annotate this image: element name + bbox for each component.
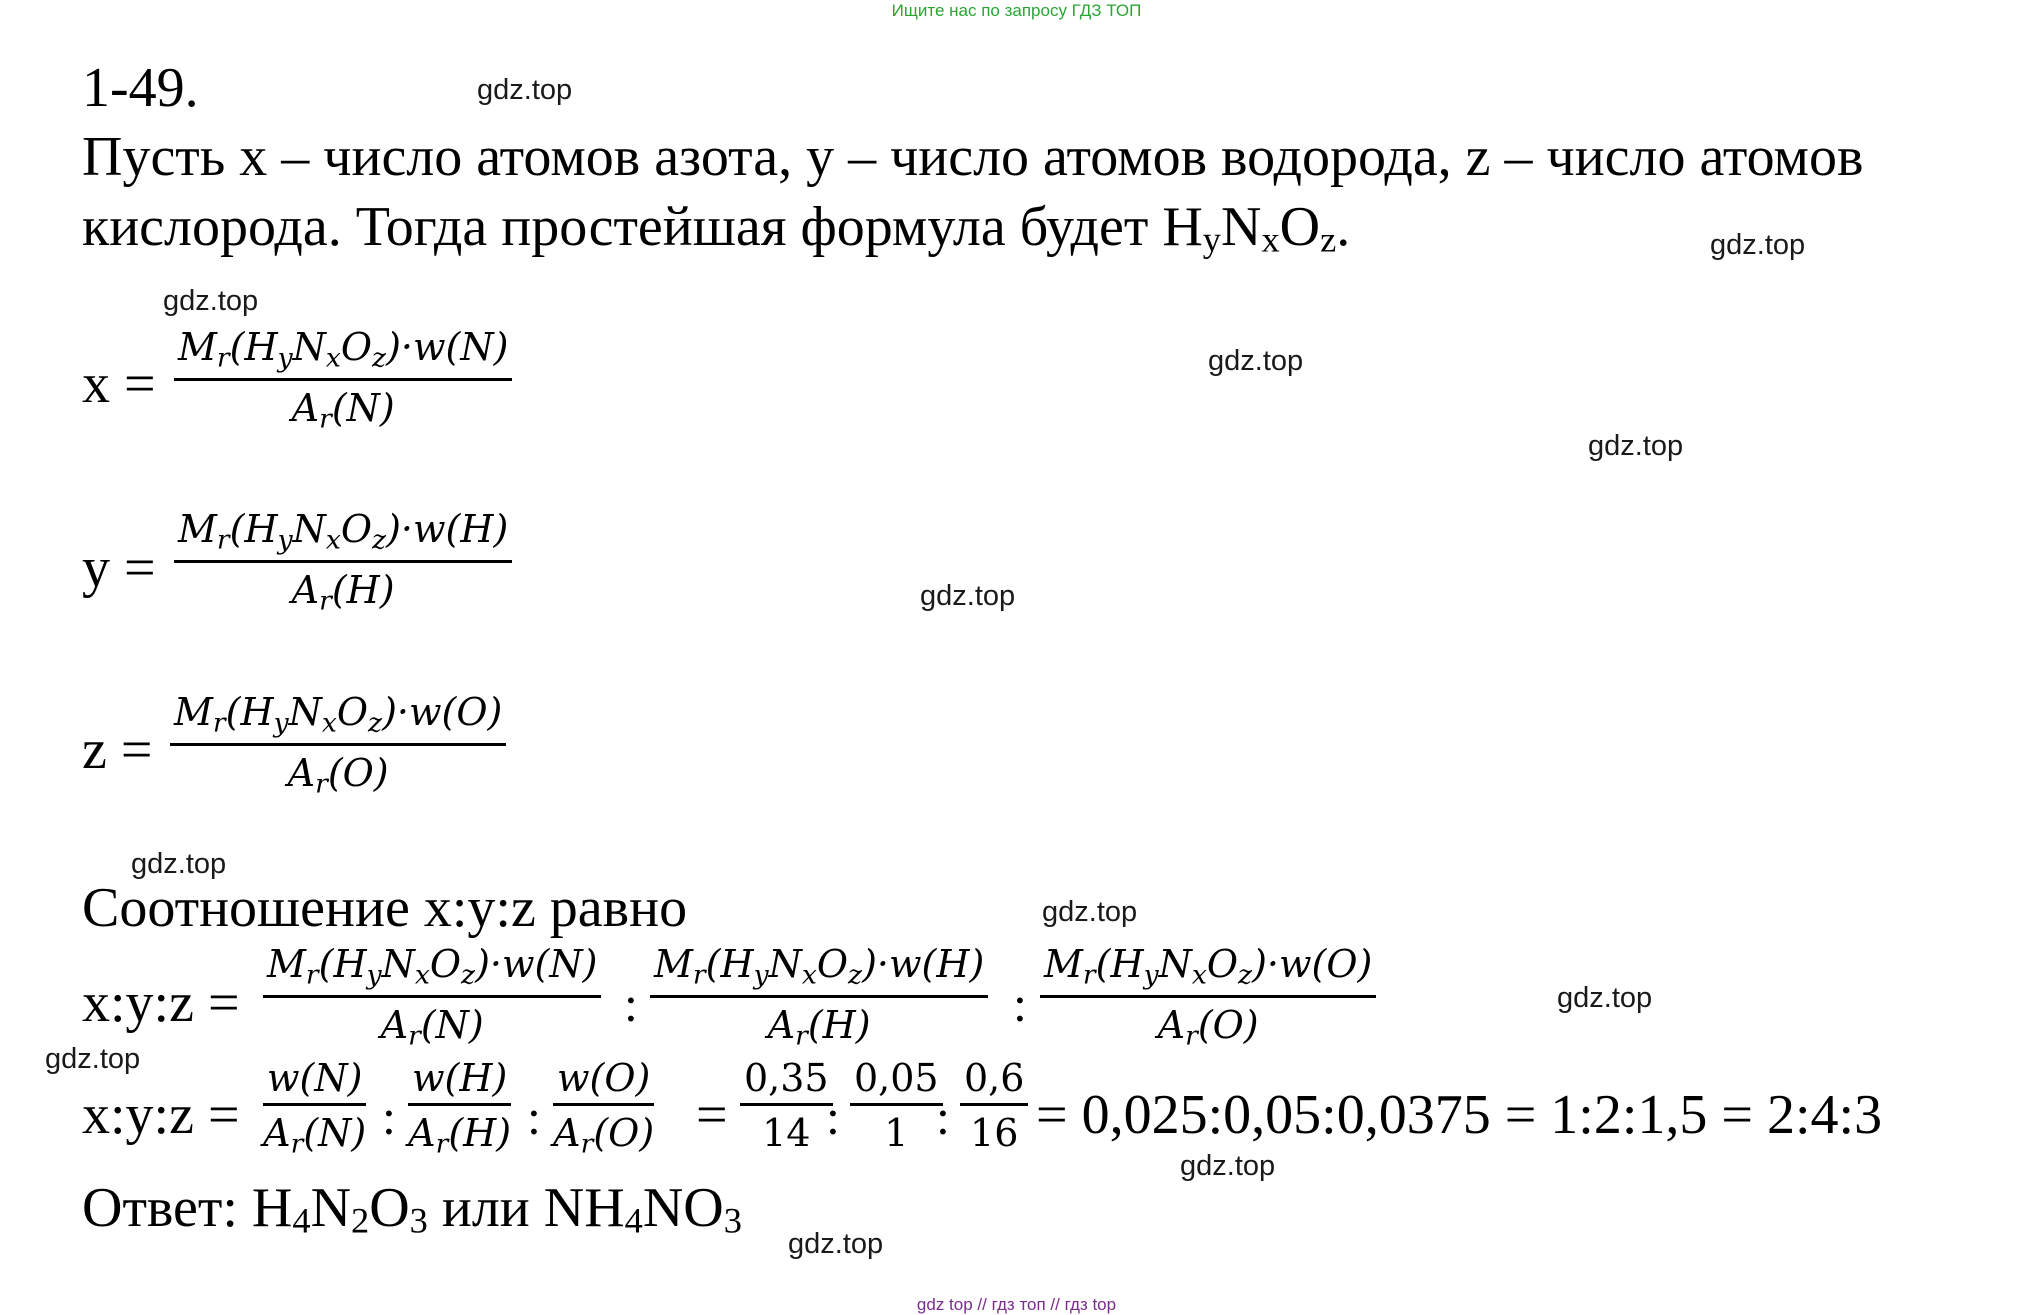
fraction-denominator: 1 xyxy=(884,1111,909,1155)
mass-fraction-n xyxy=(263,1056,367,1160)
mass-fraction-o xyxy=(553,1056,655,1160)
fraction-denominator: Ar(O) xyxy=(553,1111,655,1160)
watermark: gdz.top xyxy=(1208,345,1304,377)
ratio-label: x:y:z = xyxy=(82,972,240,1034)
fraction-y xyxy=(174,507,512,617)
ratio-fraction-n xyxy=(263,942,601,1052)
fraction-numerator: Mr(HyNxOz)·w(N) xyxy=(263,945,601,998)
intro-line-1: Пусть x – число атомов азота, y – число атомов водорода, z – число атомов xyxy=(82,126,1864,188)
search-hint: Ищите нас по запросу ГДЗ ТОП xyxy=(891,1,1142,20)
fraction-x xyxy=(174,325,512,435)
fraction-z xyxy=(170,690,506,800)
fraction-denominator: Ar(N) xyxy=(291,386,395,435)
colon: : xyxy=(1013,976,1027,1032)
equals-sign: = xyxy=(696,1084,728,1146)
fraction-denominator: Ar(H) xyxy=(408,1111,512,1160)
fraction-numerator: Mr(HyNxOz)·w(O) xyxy=(1040,945,1376,998)
footer-links[interactable]: gdz top // гдз топ // гдз top xyxy=(916,1295,1117,1314)
fraction-denominator: Ar(O) xyxy=(1157,1003,1259,1052)
ratio-label: x:y:z = xyxy=(82,1084,240,1146)
equation-x-label: x = xyxy=(82,353,156,415)
equation-z-label: z = xyxy=(82,719,153,781)
equation-y-label: y = xyxy=(82,537,156,599)
colon: : xyxy=(826,1089,840,1145)
colon: : xyxy=(624,976,638,1032)
fraction-denominator: Ar(O) xyxy=(287,751,389,800)
problem-number: 1-49. xyxy=(82,57,199,119)
ratio-fraction-h xyxy=(650,942,988,1052)
fraction-numerator: 0,35 xyxy=(740,1059,833,1106)
watermark: gdz.top xyxy=(1588,430,1684,462)
colon: : xyxy=(382,1089,396,1145)
colon: : xyxy=(527,1089,541,1145)
fraction-numerator: 0,6 xyxy=(960,1059,1028,1106)
fraction-numerator: w(N) xyxy=(263,1059,366,1106)
fraction-denominator: Ar(N) xyxy=(380,1003,484,1052)
watermark: gdz.top xyxy=(1710,229,1806,261)
intro-line-2: кислорода. Тогда простейшая формула будет $H_yN_xO_z$. xyxy=(82,196,1351,260)
ratio-title: Соотношение x:y:z равно xyxy=(82,877,688,939)
colon: : xyxy=(936,1089,950,1145)
value-fraction-n xyxy=(740,1056,833,1155)
watermark: gdz.top xyxy=(477,74,573,106)
watermark: gdz.top xyxy=(1042,896,1138,928)
result-ratio: = 0,025:0,05:0,0375 = 1:2:1,5 = 2:4:3 xyxy=(1036,1084,1883,1146)
fraction-numerator: Mr(HyNxOz)·w(H) xyxy=(650,945,988,998)
fraction-denominator: 14 xyxy=(762,1111,811,1155)
fraction-numerator: Mr(HyNxOz)·w(O) xyxy=(170,693,506,746)
fraction-numerator: Mr(HyNxOz)·w(H) xyxy=(174,510,512,563)
fraction-denominator: 16 xyxy=(970,1111,1019,1155)
watermark: gdz.top xyxy=(131,848,227,880)
watermark: gdz.top xyxy=(920,580,1016,612)
fraction-numerator: w(O) xyxy=(553,1059,654,1106)
fraction-numerator: 0,05 xyxy=(850,1059,943,1106)
fraction-denominator: Ar(H) xyxy=(291,568,395,617)
fraction-numerator: w(H) xyxy=(408,1059,511,1106)
watermark: gdz.top xyxy=(1180,1150,1276,1182)
value-fraction-o xyxy=(960,1056,1028,1155)
watermark: gdz.top xyxy=(788,1228,884,1260)
value-fraction-h xyxy=(850,1056,943,1155)
answer: Ответ: $H_4N_2O_3$ или $NH_4NO_3$ xyxy=(82,1177,742,1241)
watermark: gdz.top xyxy=(45,1043,141,1075)
watermark: gdz.top xyxy=(1557,982,1653,1014)
fraction-denominator: Ar(N) xyxy=(263,1111,367,1160)
fraction-numerator: Mr(HyNxOz)·w(N) xyxy=(174,328,512,381)
mass-fraction-h xyxy=(408,1056,512,1160)
ratio-fraction-o xyxy=(1040,942,1376,1052)
intro-paragraph xyxy=(82,122,1863,275)
fraction-denominator: Ar(H) xyxy=(767,1003,871,1052)
watermark: gdz.top xyxy=(163,285,259,317)
